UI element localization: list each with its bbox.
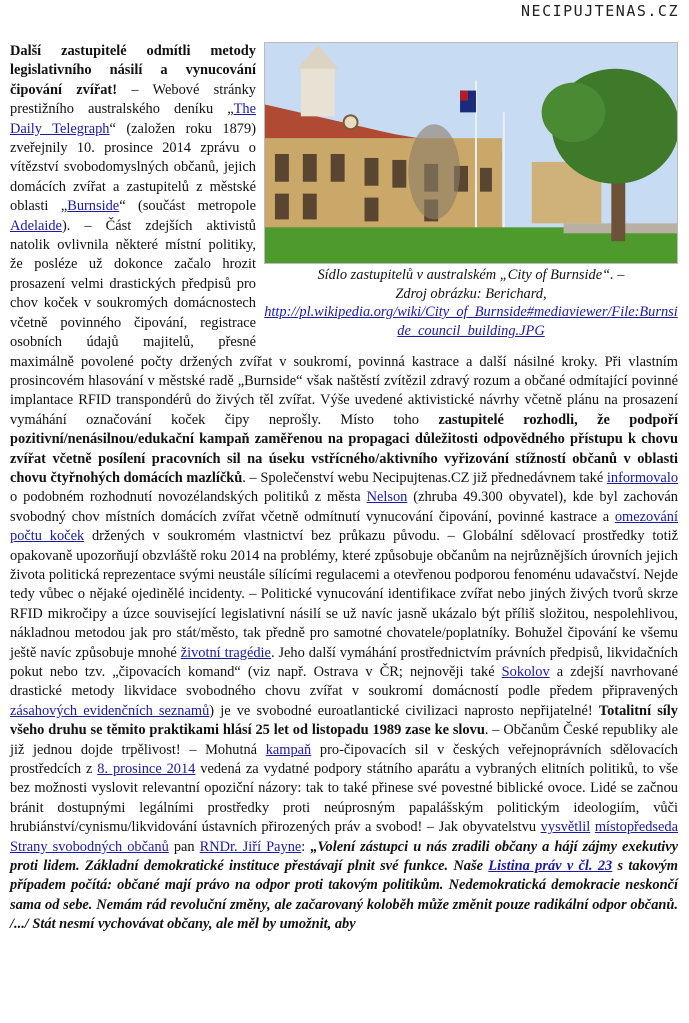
text: vedená za vydatné podpory státního aparátu a vybraných elitních politiků, to vše bez možnosti vyslovit relevantní opoziční názory: tak to také přinese své povestné biblické ovoce. Lidé se začnou bránit dostupnými legálními prostředky proti neúprosným papalášským politickým ideologiím, vůči hrubiánství/cynismu/likvidování ústavních přirozených práv a svobod! – Jak obyvatelstvu — [10, 761, 678, 836]
text: “ (založen roku 1879) zveřejnily 10. prosince 2014 zprávu o vítězství svobodomyslných občanů, jejich domácích zvířat a zastupitelů z městské oblasti „ — [10, 120, 256, 215]
text: – Webové stránky prestižního australského deníku „ — [10, 81, 256, 118]
quote-part-2: s takovým případem počítá: občané mají právo na odpor proti takovým politikům. Nedemokratická demokracie neskončí sama od sebe. Nemám rád revoluční změny, ale začarovaný koloběh může změnit pouze radikální odpor občanů. /.../ Stát nesmí vychovávat občany, ale měl by umožnit, aby — [10, 858, 678, 933]
text: pro-čipovacích sil v českých veřejnoprávních sdělovacích prostředcích z — [10, 741, 678, 778]
text: . – Občanům České republiky ale již jednou dojde trpělivost! – Mohutná — [10, 722, 679, 758]
tower — [301, 67, 335, 117]
link-zivotni-tragedie[interactable]: životní tragédie — [180, 644, 271, 661]
lead-headline: Další zastupitelé odmítli metody legislativního násilí a vynucování čipování zvířat! — [10, 43, 256, 98]
link-daily-telegraph[interactable]: The Daily Telegraph — [10, 101, 256, 137]
link-burnside[interactable]: Burnside — [67, 198, 120, 215]
caption-line-1: Sídlo zastupitelů v australském „City of Burnside“. – — [317, 267, 625, 283]
article — [10, 42, 678, 935]
link-mistopredseda[interactable]: místopředseda — [594, 819, 678, 836]
council-building-photo — [264, 42, 678, 264]
bold-totalitni-sily: Totalitní síly všeho druhu se těmito praktikami hlásí 25 let od listopadu 1989 zase ke slovu — [10, 702, 678, 739]
text: (zhruba 49.300 obyvatel), kde byl zachován svobodný chov místních domácích zvířat včetně odmítnutí vynucování čipování, povinné kastrace a — [10, 489, 678, 525]
text: : — [301, 838, 311, 855]
bold-decision: zastupitelé rozhodli, že podpoří pozitivní/nenásilnou/edukační kampaň zaměřenou na propagaci důležitosti odpovědného přístupu k chovu zvířat včetně posílení pracovních sil na úseku vstřícného/aktivního vyřizování stížností občanů v oblasti chovu čtyřnohých domácích mazlíčků — [10, 411, 678, 486]
site-header: NECIPUJTENAS.CZ — [521, 2, 679, 20]
link-adelaide[interactable]: Adelaide — [10, 217, 62, 234]
text: . Jeho další vymáhání prostřednictvím právních předpisů, likvidačních pokut nebo tzv. „čipovacích komand“ (viz např. Ostrava v ČR; nejnověji také — [10, 644, 678, 680]
link-strana-svobodnych-obcanu[interactable]: Strany svobodných občanů — [10, 838, 169, 855]
link-zasahovych-seznamu[interactable]: zásahových evidenčních seznamů — [10, 702, 210, 719]
caption-source-link[interactable]: http://pl.wikipedia.org/wiki/City_of_Burnside#mediaviewer/File:Burnside_council_building.JPG — [264, 304, 678, 339]
link-8-prosince-2014[interactable]: 8. prosince 2014 — [97, 761, 196, 778]
flag-union — [460, 91, 468, 101]
link-sokolov[interactable]: Sokolov — [501, 664, 550, 680]
text: ) je ve svobodné euroatlantické civilizaci naprosto nepřijatelné! — [209, 702, 599, 719]
link-informovalo[interactable]: informovalo — [606, 469, 679, 486]
link-kampan[interactable]: kampaň — [265, 741, 312, 758]
text: pan — [168, 838, 200, 855]
figure — [264, 42, 678, 340]
quote-part-1: „Volení zástupci u nás zradili občany a hájí zájmy exekutivy proti lidem. Základní demokratické instituce přestávají plnit své funkce. Naše — [10, 838, 678, 875]
link-listina-prav[interactable]: Listina práv v čl. 23 — [488, 858, 613, 875]
figure-caption — [264, 266, 678, 340]
link-nelson[interactable]: Nelson — [366, 489, 408, 506]
link-jiri-payne[interactable]: RNDr. Jiří Payne — [199, 838, 302, 855]
text: a zdejší navrhované drastické metody likvidace svobodného chovu zvířat v soukromí domácností podle předem připravených — [10, 664, 678, 700]
text: ). – Část zdejších aktivistů natolik ovlivnila některé místní politiky, že posléze už dokonce začalo hrozit prosazení velmi drastických předpisů pro chov koček v soukromých domácnostech včetně povinného čipování, registrace osobních údajů majitelů, přesné maximálně povolené počty držených zvířat v soukromí, povinná kastrace a další násilné kroky. Při vlastním prosincovém hlasování v městské radě „Burnside“ však naštěstí zvítězil zdravý rozum a občané odmítající povinné implantace RFID transpondérů do živých těl zvířat. Výše uvedené aktivistické návrhy včetně plánu na prosazení vymáhání označování koček čipy neprošly. Místo toho — [10, 217, 678, 428]
bare-tree — [408, 124, 460, 219]
link-omezovani-poctu-kocek[interactable]: omezování počtu koček — [10, 508, 678, 545]
text: “ (součást metropole — [119, 198, 256, 215]
building-oculus — [344, 115, 358, 129]
link-vysvetlil[interactable]: vysvětlil — [540, 819, 591, 836]
text: . – Společenství webu Necipujtenas.CZ již přednedávnem také — [242, 469, 607, 486]
tree-canopy-2 — [542, 83, 606, 142]
caption-line-2: Zdroj obrázku: Berichard, — [395, 285, 547, 302]
text: držených v soukromém vlastnictví bez průkazu původu. – Globální sdělovací prostředky totiž opakovaně upozorňují obzvláště roku 2014 na problémy, které způsobuje občanům na nejrůznějších úrovních jejich života politická reprezentace svými neustále sílícími regulacemi a otevřenou podporou fenoménu udavačství. Nejde tedy vůbec o nějaké ojedinělé incidenty. – Politické vynucování identifikace zvířat nebo jiných živých tvorů skrze RFID mikročipy a úzce související legislativní násilí se už navíc jasně ukázalo být příliš složitou, nespolehlivou, nákladnou metodou jak pro stát/město, tak předně pro samotné chovatele/poplatníky. Bohužel čipování ke všemu ještě navíc způsobuje mnohé — [10, 528, 678, 661]
text: o podobném rozhodnutí novozélandských politiků z města — [10, 489, 367, 506]
